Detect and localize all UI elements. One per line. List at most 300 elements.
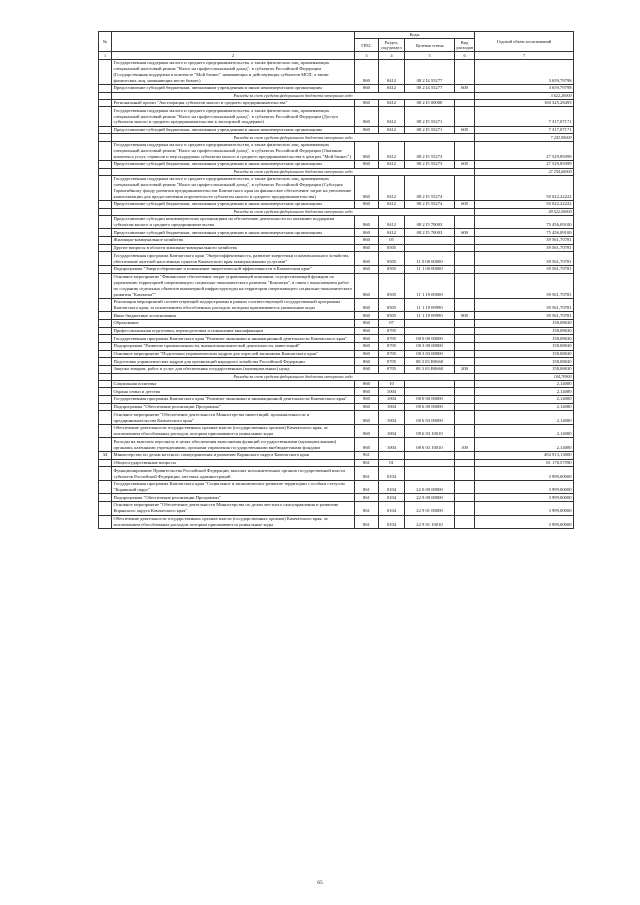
row-amount: 158,08630: [475, 320, 574, 328]
row-name: Общегосударственные вопросы: [112, 459, 355, 467]
row-name: Министерство по делам местного самоуправления и развитию Корякского округа Камчатского края: [112, 452, 355, 460]
row-name: Государственная программа Камчатского края "Развитие экономики и инновационной деятельности Камчатского края": [112, 396, 355, 404]
row-target: 08 2 I4 55277: [405, 59, 455, 84]
row-name: Государственная поддержка малого и среднего предпринимательства, а также физических лиц, применяющих специальный налоговый режим "Налог на профессиональный доход", в субъектах Российской Федерации (Доступ субъектов малого и среднего предпринимательства к экспортной поддержке): [112, 107, 355, 126]
table-row: [99, 265, 574, 273]
federal-share-note-row: [99, 373, 574, 380]
federal-share-note-row: [99, 134, 574, 141]
row-target: [405, 452, 455, 460]
table-row: [99, 298, 574, 312]
table-row: [99, 335, 574, 343]
row-amount: 2,14000: [475, 411, 574, 425]
table-row: [99, 494, 574, 502]
row-num: [99, 350, 112, 358]
row-num: [99, 175, 112, 200]
table-row: [99, 273, 574, 298]
table-row: [99, 141, 574, 160]
row-name: Предоставление субсидий бюджетным, автономным учреждениям и иным некоммерческим организациям: [112, 126, 355, 134]
note-text: Расходы за счет средств федерального бюджета отчерпано годо: [112, 373, 475, 380]
row-grbs: 860: [355, 273, 379, 298]
row-num: [99, 265, 112, 273]
note-amount: 3 622,20000: [475, 92, 574, 99]
row-target: 08 2 I5 70003: [405, 215, 455, 229]
row-exp-type: [455, 424, 475, 438]
table-row: [99, 502, 574, 516]
table-row: [99, 201, 574, 209]
row-target: 08 2 I5 55271: [405, 107, 455, 126]
row-amount: 492 913,13000: [475, 452, 574, 460]
table-row: [99, 403, 574, 411]
row-exp-type: [455, 459, 475, 467]
row-grbs: 860: [355, 252, 379, 266]
row-section: 0412: [379, 99, 405, 107]
row-section: 10: [379, 380, 405, 388]
row-section: 0104: [379, 515, 405, 529]
header-codes-group: Коды: [355, 32, 475, 39]
row-amount: 3 999,00000: [475, 467, 574, 481]
row-section: 1004: [379, 388, 405, 396]
row-exp-type: [455, 467, 475, 481]
row-section: 0505: [379, 312, 405, 320]
row-grbs: 860: [355, 396, 379, 404]
row-name: Подпрограмма "Обеспечение реализации Программы": [112, 494, 355, 502]
row-num: [99, 208, 112, 215]
row-exp-type: [455, 388, 475, 396]
row-target: 08 2 I5 55271: [405, 126, 455, 134]
column-index: 4: [379, 52, 405, 59]
row-num: [99, 201, 112, 209]
row-section: 0705: [379, 327, 405, 335]
row-num: [99, 141, 112, 160]
row-num: [99, 84, 112, 92]
row-target: 08 6 03 10010: [405, 438, 455, 452]
row-section: 0412: [379, 201, 405, 209]
row-target: 08 2 I5 70003: [405, 229, 455, 237]
row-num: [99, 494, 112, 502]
row-grbs: 860: [355, 380, 379, 388]
row-amount: 75 456,09100: [475, 215, 574, 229]
row-num: [99, 244, 112, 252]
row-num: [99, 273, 112, 298]
row-section: 05: [379, 237, 405, 245]
header-target: Целевая статья: [405, 39, 455, 52]
row-section: 1004: [379, 424, 405, 438]
row-amount: 75 456,09100: [475, 229, 574, 237]
row-grbs: 860: [355, 107, 379, 126]
row-num: [99, 237, 112, 245]
row-exp-type: [455, 215, 475, 229]
row-exp-type: [455, 343, 475, 351]
table-row: [99, 438, 574, 452]
row-section: [379, 452, 405, 460]
table-row: [99, 388, 574, 396]
row-name: Основное мероприятие "Финансовое обеспечение затрат управляющей компании, осуществляющей функции по управлению территорией опережающего социально-экономического развития "Камчатка", в связи с выполнением работ по созданию отдельных объектов инженерной инфраструктуры на территории опережающего социально-экономического развития "Камчатка"": [112, 273, 355, 298]
row-target: 22 9 01 00000: [405, 502, 455, 516]
row-grbs: 860: [355, 201, 379, 209]
row-name: Региональный проект "Акселерация субъектов малого и среднего предпринимательства": [112, 99, 355, 107]
row-target: [405, 380, 455, 388]
row-num: [99, 358, 112, 366]
table-row: [99, 515, 574, 529]
row-grbs: 860: [355, 265, 379, 273]
row-num: [99, 160, 112, 168]
row-amount: 2,14000: [475, 396, 574, 404]
header-grbs: ГРБС: [355, 39, 379, 52]
row-amount: 39 561,70781: [475, 312, 574, 320]
row-name: Предоставление субсидий бюджетным, автономным учреждениям и иным некоммерческим организациям: [112, 84, 355, 92]
row-section: 1004: [379, 396, 405, 404]
row-grbs: 860: [355, 350, 379, 358]
row-target: [405, 327, 455, 335]
row-section: 0705: [379, 335, 405, 343]
row-name: Реализация мероприятий соответствующей подпрограммы в рамках соответствующей государственной программы Камчатского края, за исключением обособленных расходов, которым присваиваются уникальные коды: [112, 298, 355, 312]
row-section: 0505: [379, 298, 405, 312]
row-exp-type: [455, 175, 475, 200]
row-name: Другие вопросы в области жилищно-коммунального хозяйства: [112, 244, 355, 252]
row-name: Расходы на выплаты персоналу в целях обеспечения выполнения функций государственными (муниципальными) органами, казенными учреждениями, органами управления государственными внебюджетными фондами: [112, 438, 355, 452]
row-section: 0412: [379, 141, 405, 160]
row-amount: 158,08630: [475, 335, 574, 343]
row-num: [99, 99, 112, 107]
row-exp-type: [455, 327, 475, 335]
table-row: [99, 237, 574, 245]
row-num: [99, 107, 112, 126]
note-amount: 104,70900: [475, 373, 574, 380]
note-text: Расходы за счет средств федерального бюджета отчерпано годо: [112, 92, 475, 99]
row-target: [405, 467, 455, 481]
table-row: [99, 126, 574, 134]
row-amount: 7 317,07171: [475, 107, 574, 126]
row-exp-type: [455, 107, 475, 126]
row-grbs: 860: [355, 365, 379, 373]
table-row: [99, 107, 574, 126]
row-num: [99, 134, 112, 141]
row-grbs: 861: [355, 502, 379, 516]
table-row: [99, 320, 574, 328]
row-grbs: 860: [355, 335, 379, 343]
row-amount: 158,08630: [475, 358, 574, 366]
row-exp-type: [455, 265, 475, 273]
row-num: [99, 215, 112, 229]
table-row: [99, 396, 574, 404]
row-grbs: 860: [355, 215, 379, 229]
row-grbs: 860: [355, 312, 379, 320]
row-grbs: 861: [355, 480, 379, 494]
row-exp-type: [455, 350, 475, 358]
note-amount: 7 243,90000: [475, 134, 574, 141]
row-target: 08 2 I5 55274: [405, 175, 455, 200]
row-section: 0412: [379, 160, 405, 168]
table-body: [99, 59, 574, 529]
table-row: [99, 424, 574, 438]
row-target: 11 1 00 00000: [405, 265, 455, 273]
row-exp-type: [455, 252, 475, 266]
row-exp-type: [455, 411, 475, 425]
row-num: [99, 403, 112, 411]
row-exp-type: [455, 320, 475, 328]
row-target: [405, 388, 455, 396]
row-name: Жилищно-коммунальное хозяйство: [112, 237, 355, 245]
row-exp-type: 800: [455, 312, 475, 320]
row-exp-type: 600: [455, 126, 475, 134]
row-section: 0705: [379, 365, 405, 373]
row-grbs: 861: [355, 459, 379, 467]
row-amount: 39 561,70781: [475, 244, 574, 252]
row-section: 0412: [379, 84, 405, 92]
table-row: [99, 215, 574, 229]
row-target: 08 2 I4 55277: [405, 84, 455, 92]
row-name: Государственная программа Камчатского края "Энергоэффективность, развитие энергетики и коммунального хозяйства, обеспечение жителей населенных пунктов Камчатского края коммунальными услугами": [112, 252, 355, 266]
row-grbs: 860: [355, 126, 379, 134]
row-exp-type: 600: [455, 84, 475, 92]
row-name: Государственная программа Камчатского края "Социальное и экономическое развитие территории с особым статусом "Корякский округ": [112, 480, 355, 494]
row-amount: 39 561,70781: [475, 265, 574, 273]
row-amount: 39 561,70781: [475, 237, 574, 245]
row-target: 08 6 03 10010: [405, 424, 455, 438]
row-grbs: 860: [355, 141, 379, 160]
row-target: [405, 244, 455, 252]
row-section: 0705: [379, 358, 405, 366]
row-grbs: 860: [355, 343, 379, 351]
table-row: [99, 312, 574, 320]
row-amount: 2,14000: [475, 438, 574, 452]
row-num: [99, 252, 112, 266]
row-target: 08 3 03 00000: [405, 350, 455, 358]
row-grbs: 860: [355, 403, 379, 411]
table-row: [99, 411, 574, 425]
row-grbs: 861: [355, 452, 379, 460]
note-text: Расходы за счет средств федерального бюджета отчерпано годо: [112, 208, 475, 215]
row-target: 08 6 00 00000: [405, 403, 455, 411]
row-section: 0412: [379, 229, 405, 237]
row-num: [99, 327, 112, 335]
row-grbs: 860: [355, 411, 379, 425]
row-name: Государственная программа Камчатского края "Развитие экономики и инновационной деятельности Камчатского края": [112, 335, 355, 343]
row-name: Обеспечение деятельности государственных органов власти (государственных органов) Камчатского края, за исключением обособленных расходов, которым присваиваются уникальные коды: [112, 515, 355, 529]
table-row: [99, 229, 574, 237]
table-row: [99, 327, 574, 335]
header-amount: Годовой объем ассигнований: [475, 32, 574, 52]
row-grbs: 860: [355, 424, 379, 438]
row-grbs: 860: [355, 84, 379, 92]
row-name: Подготовка управленческих кадров для организаций народного хозяйства Российской Федерации: [112, 358, 355, 366]
row-exp-type: 600: [455, 229, 475, 237]
row-exp-type: 200: [455, 365, 475, 373]
row-num: [99, 229, 112, 237]
row-section: 0705: [379, 350, 405, 358]
row-num: [99, 467, 112, 481]
row-exp-type: [455, 380, 475, 388]
row-name: Предоставление субсидий бюджетным, автономным учреждениям и иным некоммерческим организациям: [112, 160, 355, 168]
row-num: [99, 424, 112, 438]
row-section: 1004: [379, 438, 405, 452]
row-num: [99, 298, 112, 312]
row-amount: 2,14000: [475, 403, 574, 411]
row-grbs: 860: [355, 320, 379, 328]
row-target: 22 0 00 00000: [405, 480, 455, 494]
table-row: [99, 380, 574, 388]
column-index: 5: [405, 52, 455, 59]
row-name: Государственная поддержка малого и среднего предпринимательства, а также физических лиц, применяющих специальный налоговый режим "Налог на профессиональный доход", в субъектах Российской Федерации (Оказание комплекса услуг, сервисов и мер поддержки субъектам малого и среднего предпринимательства в центрах "Мой бизнес"): [112, 141, 355, 160]
row-amount: 2,14000: [475, 380, 574, 388]
row-exp-type: [455, 237, 475, 245]
federal-share-note-row: [99, 208, 574, 215]
row-target: 08 3 03 R0660: [405, 365, 455, 373]
row-grbs: 860: [355, 298, 379, 312]
row-amount: 158,08630: [475, 350, 574, 358]
row-amount: 50 022,22222: [475, 201, 574, 209]
row-target: 22 9 00 00000: [405, 494, 455, 502]
row-target: 08 0 00 00000: [405, 335, 455, 343]
row-name: Государственная поддержка малого и среднего предпринимательства, а также физических лиц, применяющих специальный налоговый режим "Налог на профессиональный доход", в субъектах Российской Федерации (Субсидия Гарантийному фонду развития предпринимательства Камчатского края на финансовое обеспечение затрат на увеличение капитализации для предоставления поручительств субъектам малого и среднего предпринимательства): [112, 175, 355, 200]
row-name: Закупка товаров, работ и услуг для обеспечения государственных (муниципальных) нужд: [112, 365, 355, 373]
row-amount: 27 529,89399: [475, 141, 574, 160]
column-index: 1: [99, 52, 112, 59]
row-num: [99, 320, 112, 328]
table-row: [99, 343, 574, 351]
table-row: [99, 59, 574, 84]
column-index: 3: [355, 52, 379, 59]
row-exp-type: [455, 99, 475, 107]
table-row: [99, 350, 574, 358]
row-section: 0505: [379, 244, 405, 252]
row-num: [99, 59, 112, 84]
row-grbs: 860: [355, 388, 379, 396]
row-name: Охрана семьи и детства: [112, 388, 355, 396]
column-index: 2: [112, 52, 355, 59]
row-section: 07: [379, 320, 405, 328]
row-target: 08 2 I5 00000: [405, 99, 455, 107]
table-row: [99, 467, 574, 481]
header-section: Раздел, под-раздел: [379, 39, 405, 52]
row-grbs: 860: [355, 438, 379, 452]
row-section: 0104: [379, 467, 405, 481]
row-target: 22 9 01 10010: [405, 515, 455, 529]
row-exp-type: [455, 358, 475, 366]
row-name: Обеспечение деятельности государственных органов власти (государственных органов) Камчатского края, за исключением обособленных расходов, которым присваиваются уникальные коды: [112, 424, 355, 438]
row-amount: 158,08630: [475, 365, 574, 373]
row-amount: 158,08630: [475, 327, 574, 335]
table-row: [99, 99, 574, 107]
row-num: [99, 365, 112, 373]
row-name: Профессиональная подготовка, переподготовка и повышение квалификации: [112, 327, 355, 335]
row-amount: 3 999,00000: [475, 502, 574, 516]
row-exp-type: [455, 244, 475, 252]
row-num: [99, 480, 112, 494]
row-num: [99, 388, 112, 396]
table-row: [99, 365, 574, 373]
row-amount: 3 999,00000: [475, 480, 574, 494]
row-exp-type: [455, 452, 475, 460]
row-exp-type: [455, 480, 475, 494]
table-row: [99, 244, 574, 252]
row-grbs: 860: [355, 244, 379, 252]
column-index-row: [99, 52, 574, 59]
row-section: 0412: [379, 215, 405, 229]
note-amount: 27 254,60000: [475, 168, 574, 175]
row-name: Предоставление субсидий бюджетным, автономным учреждениям и иным некоммерческим организациям: [112, 201, 355, 209]
row-num: [99, 168, 112, 175]
row-grbs: 860: [355, 59, 379, 84]
row-num: [99, 396, 112, 404]
header-name: [112, 32, 355, 52]
table-row: [99, 459, 574, 467]
table-row: [99, 358, 574, 366]
row-num: [99, 502, 112, 516]
row-section: 0705: [379, 343, 405, 351]
row-section: 0104: [379, 502, 405, 516]
header-exp-type: Вид расходов: [456, 39, 474, 51]
row-name: Основное мероприятие "Подготовка управленческих кадров для отраслей экономики Камчатского края": [112, 350, 355, 358]
row-target: [405, 237, 455, 245]
row-amount: 2,14000: [475, 424, 574, 438]
row-num: [99, 126, 112, 134]
row-exp-type: 100: [455, 438, 475, 452]
row-amount: 158,08630: [475, 343, 574, 351]
row-amount: 7 317,07171: [475, 126, 574, 134]
budget-table: [98, 31, 574, 529]
row-amount: 50 022,22222: [475, 175, 574, 200]
row-name: Предоставление субсидий бюджетным, автономным учреждениям и иным некоммерческим организациям: [112, 229, 355, 237]
row-name: Государственная поддержка малого и среднего предпринимательства, а также физических лиц, применяющих специальный налоговый режим "Налог на профессиональный доход", в субъектах Российской Федерации (Государственная поддержка в контексте "Мой бизнес" начинающих и действующих субъектов МСП, а также физических лиц, начинающих вести бизнес): [112, 59, 355, 84]
row-section: 0505: [379, 265, 405, 273]
row-grbs: 860: [355, 99, 379, 107]
row-amount: 39 561,70781: [475, 298, 574, 312]
note-text: Расходы за счет средств федерального бюджета отчерпано годо: [112, 168, 475, 175]
row-target: 08 2 I5 55274: [405, 201, 455, 209]
row-target: 08 6 03 00000: [405, 411, 455, 425]
row-exp-type: 600: [455, 160, 475, 168]
table-row: [99, 160, 574, 168]
row-num: [99, 92, 112, 99]
column-index: 7: [475, 52, 574, 59]
table-row: [99, 480, 574, 494]
header-num: №: [99, 32, 112, 52]
row-name: Иные бюджетные ассигнования: [112, 312, 355, 320]
row-name: Образование: [112, 320, 355, 328]
row-target: 11 0 00 00000: [405, 252, 455, 266]
table-row: [99, 175, 574, 200]
note-text: Расходы за счет средств федерального бюджета отчерпано годо: [112, 134, 475, 141]
row-exp-type: [455, 298, 475, 312]
row-exp-type: [455, 141, 475, 160]
row-section: 0412: [379, 107, 405, 126]
row-name: Подпрограмма "Обеспечение реализации Программы": [112, 403, 355, 411]
row-grbs: 860: [355, 175, 379, 200]
row-grbs: 860: [355, 160, 379, 168]
row-name: Основное мероприятие "Обеспечение деятельности Министерства инвестиций, промышленности и предпринимательства Камчатского края": [112, 411, 355, 425]
row-num: [99, 373, 112, 380]
row-exp-type: [455, 396, 475, 404]
federal-share-note-row: [99, 168, 574, 175]
row-section: 0505: [379, 273, 405, 298]
row-section: 0505: [379, 252, 405, 266]
federal-share-note-row: [99, 92, 574, 99]
row-exp-type: [455, 403, 475, 411]
row-target: 08 2 I5 55273: [405, 141, 455, 160]
table-row: [99, 452, 574, 460]
row-target: 11 1 19 00000: [405, 273, 455, 298]
row-name: Подпрограмма "Развитие промышленности, внешнеэкономической деятельности, инвестиций": [112, 343, 355, 351]
row-grbs: 861: [355, 467, 379, 481]
row-num: [99, 380, 112, 388]
row-section: 1004: [379, 403, 405, 411]
row-num: [99, 411, 112, 425]
row-amount: 81 178,57590: [475, 459, 574, 467]
row-num: [99, 515, 112, 529]
row-name: Основное мероприятие "Обеспечение деятельности Министерства по делам местного самоуправления и развитию Корякского округа Камчатского края": [112, 502, 355, 516]
page-number: 65: [317, 880, 323, 886]
